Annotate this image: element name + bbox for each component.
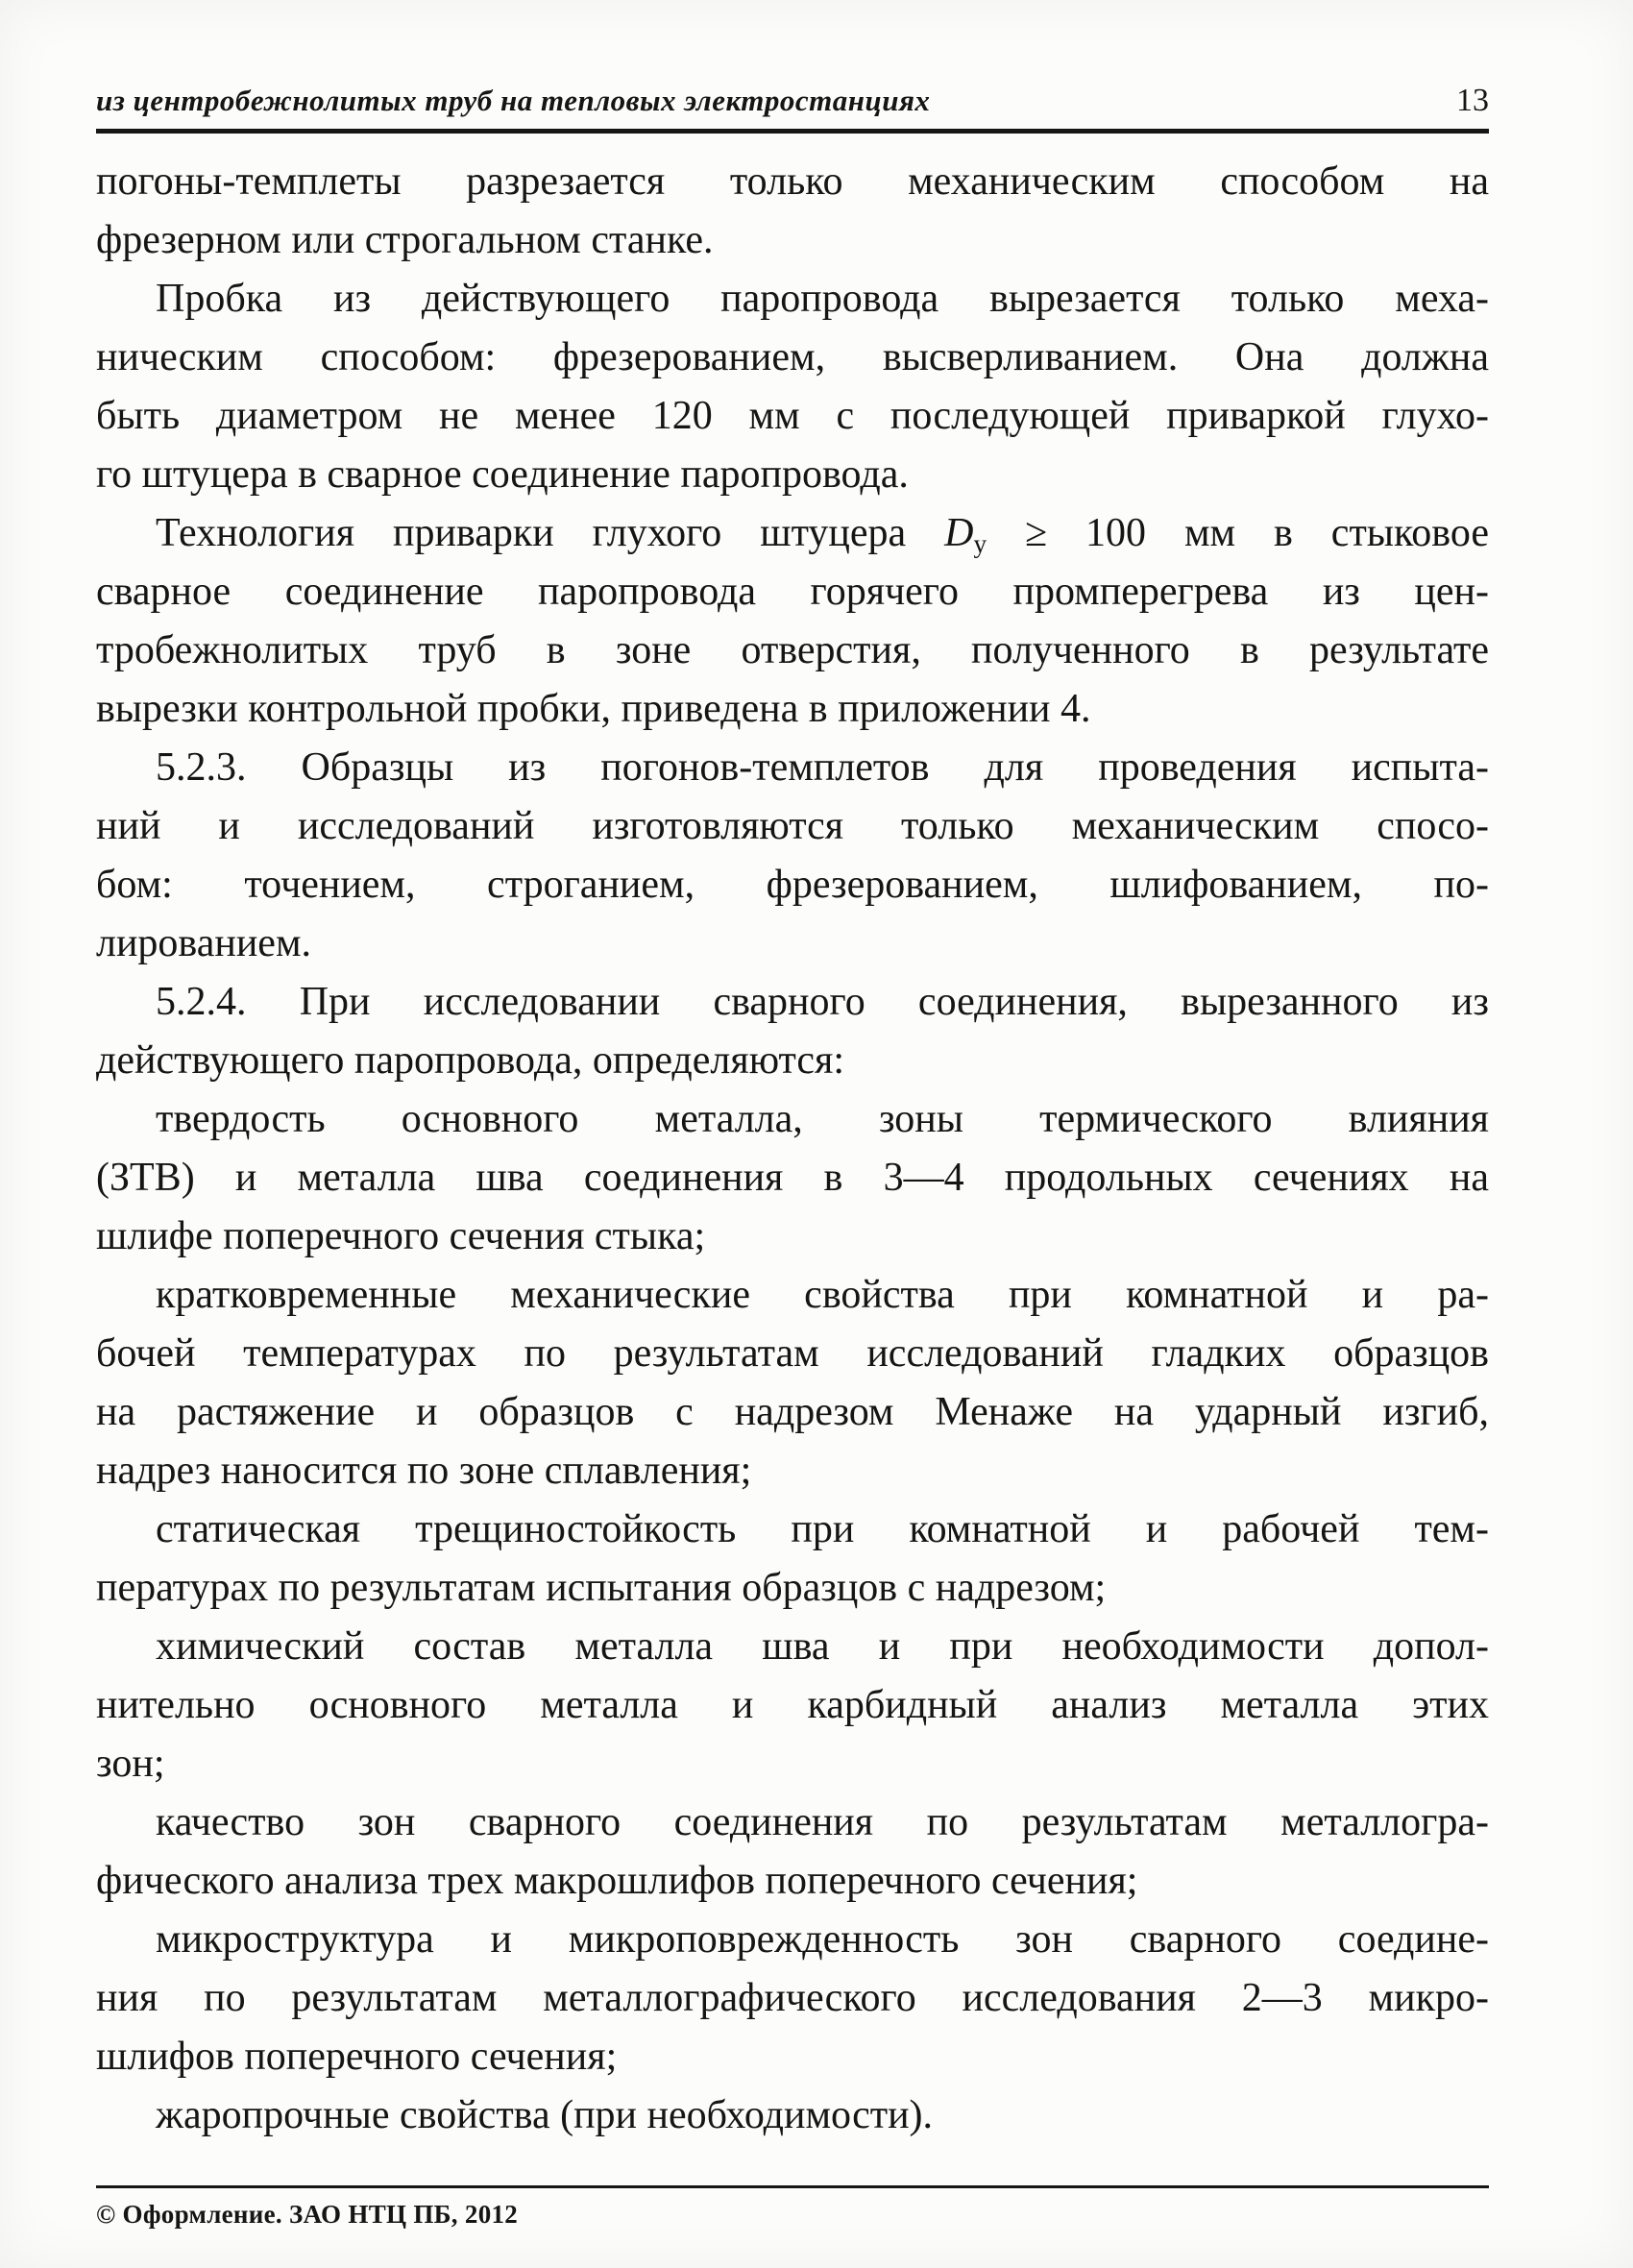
paragraph [96,504,1489,739]
text-line: нительно основного металла и карбидный анализ металла этих [96,1683,1489,1727]
body-text [96,153,1489,2145]
text-line: твердость основного металла, зоны термического влияния [156,1097,1489,1141]
text-line: микроструктура и микроповрежденность зон сварного соедине- [156,1917,1489,1962]
text-line: химический состав металла шва и при необходимости допол- [156,1624,1489,1669]
page-footer [96,2185,1489,2230]
text-line: шлифов поперечного сечения; [96,2035,618,2079]
text-line: статическая трещиностойкость при комнатной и рабочей тем- [156,1507,1489,1551]
paragraph [96,1266,1489,1500]
paragraph [96,270,1489,504]
text-segment: ≥ 100 мм в стыковое [987,511,1489,555]
text-line: вырезки контрольной пробки, приведена в приложении 4. [96,687,1091,731]
text-line: фрезерном или строгальном станке. [96,218,714,262]
text-line: го штуцера в сварное соединение паропровода. [96,452,909,497]
text-line: шлифе поперечного сечения стыка; [96,1214,706,1258]
text-line: кратковременные механические свойства при комнатной и ра- [156,1273,1489,1317]
text-line: качество зон сварного соединения по результатам металлогра- [156,1800,1489,1844]
text-line: на растяжение и образцов с надрезом Менаже на ударный изгиб, [96,1390,1489,1434]
text-line: ния по результатам металлографического исследования 2—3 микро- [96,1976,1489,2020]
text-line: надрез наносится по зоне сплавления; [96,1449,752,1493]
paragraph [96,1618,1489,1793]
text-line: тробежнолитых труб в зоне отверстия, полученного в результате [96,628,1489,672]
text-segment: Технология приварки глухого штуцера [156,511,945,555]
page-number: 13 [1456,83,1489,118]
paragraph [96,153,1489,270]
text-line: бочей температурах по результатам исследований гладких образцов [96,1331,1489,1376]
text-line: погоны-темплеты разрезается только механическим способом на [96,159,1489,204]
paragraph [96,1500,1489,1618]
paragraph [96,1911,1489,2086]
page-content [96,83,1489,2145]
text-line: ническим способом: фрезерованием, высверливанием. Она должна [96,335,1489,379]
text-line: лированием. [96,921,312,965]
text-line: фического анализа трех макрошлифов поперечного сечения; [96,1859,1138,1903]
text-line: 5.2.4. При исследовании сварного соединения, вырезанного из [156,980,1489,1024]
text-line [96,504,1489,563]
text-line: жаропрочные свойства (при необходимости). [156,2093,934,2137]
paragraph [96,739,1489,973]
paragraph [96,973,1489,1090]
copyright-notice: © Оформление. ЗАО НТЦ ПБ, 2012 [96,2200,519,2229]
text-line: сварное соединение паропровода горячего промперегрева из цен- [96,570,1489,614]
text-line: ний и исследований изготовляются только механическим спосо- [96,804,1489,848]
subscript-u: у [973,528,987,558]
variable-D: D [944,511,974,555]
paragraph [96,1793,1489,1911]
text-line: быть диаметром не менее 120 мм с последующей приваркой глухо- [96,394,1489,438]
text-line: 5.2.3. Образцы из погонов-темплетов для проведения испыта- [156,745,1489,790]
text-line: (ЗТВ) и металла шва соединения в 3—4 продольных сечениях на [96,1156,1489,1200]
text-line: пературах по результатам испытания образцов с надрезом; [96,1566,1107,1610]
text-line: бом: точением, строганием, фрезерованием, шлифованием, по- [96,863,1489,907]
running-header [96,83,1489,134]
text-line: действующего паропровода, определяются: [96,1038,845,1083]
running-title: из центробежнолитых труб на тепловых электростанциях [96,84,931,117]
paragraph [96,2086,1489,2145]
text-line: Пробка из действующего паропровода вырезается только меха- [156,277,1489,321]
paragraph [96,1090,1489,1266]
text-line: зон; [96,1742,165,1786]
